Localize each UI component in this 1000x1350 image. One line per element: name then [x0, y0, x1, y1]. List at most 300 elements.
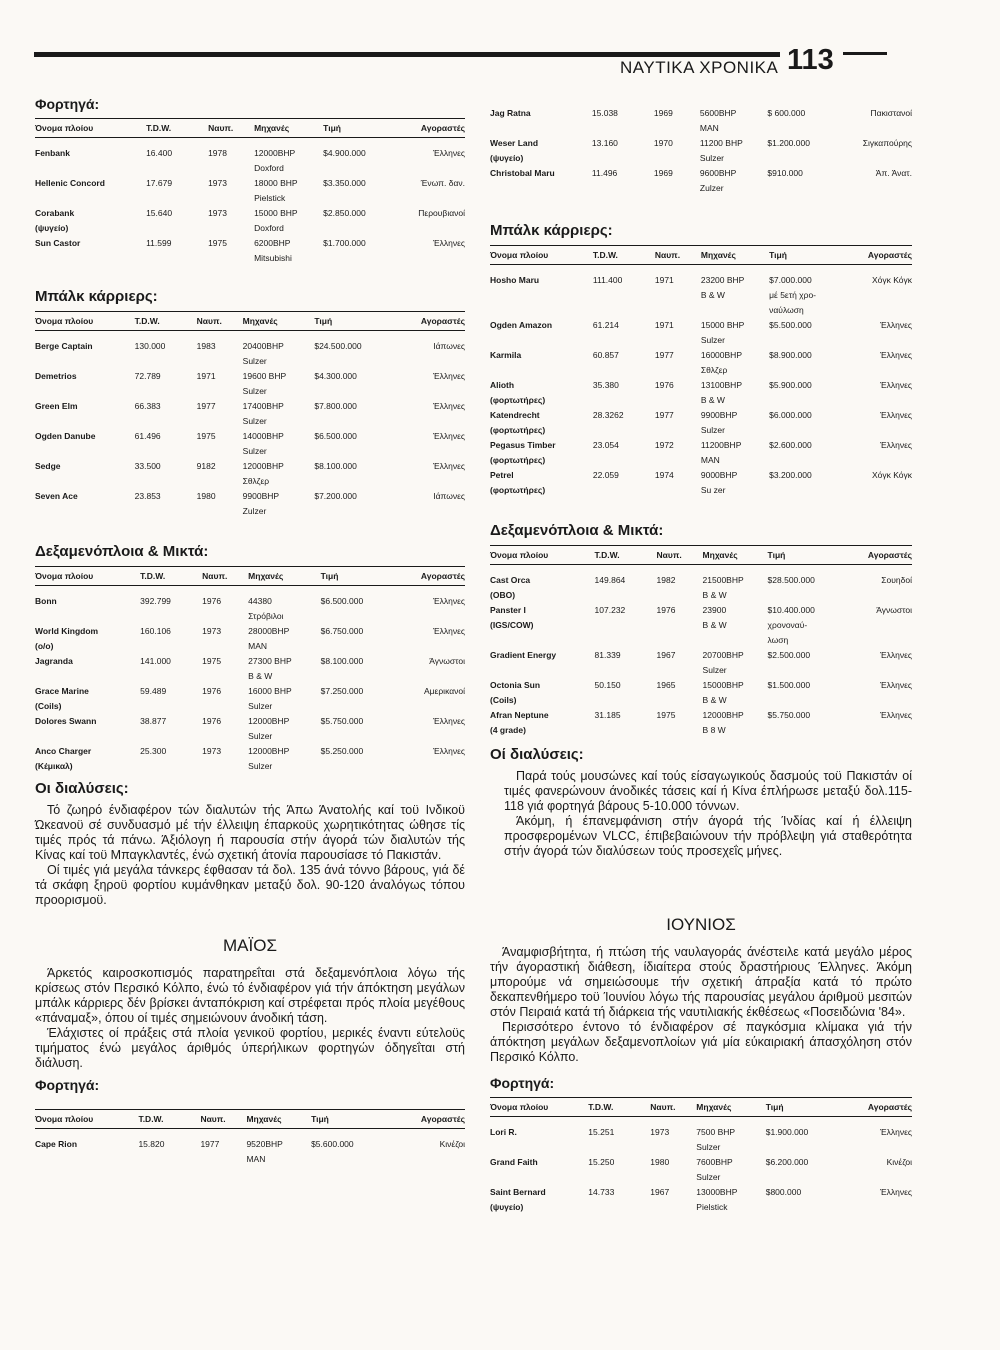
table-row	[490, 166, 912, 196]
tdw-cell: 61.214	[592, 320, 619, 330]
ship-name: Grand Faith	[490, 1157, 538, 1167]
price-cell	[766, 1185, 838, 1215]
tdw-cell: 15.038	[591, 108, 618, 118]
col-header-year: Ναυπ.	[200, 1110, 246, 1129]
buyer-cell: Χόγκ Κόγκ	[871, 275, 912, 285]
price-cell	[769, 348, 843, 378]
table-row	[490, 468, 912, 498]
engine-cell	[701, 265, 769, 319]
tdw-cell: 38.877	[140, 716, 167, 726]
ship-name-cell	[35, 206, 146, 236]
engine-maker: Sulzer	[696, 1142, 721, 1152]
right-column	[490, 98, 912, 1215]
cell-subtext: (Coils)	[35, 701, 62, 711]
cell-subtext: (ψυγείο)	[490, 153, 524, 163]
price-value: $4.900.000	[323, 148, 366, 158]
ship-name: Ogden Danube	[35, 431, 96, 441]
table-row	[35, 586, 465, 625]
tdw-cell: 392.799	[140, 596, 171, 606]
price-cell	[769, 408, 843, 438]
price-value: $2.850.000	[323, 208, 366, 218]
table-row	[490, 1155, 912, 1185]
price-value: $5.750.000	[320, 716, 364, 726]
table-row	[490, 408, 912, 438]
article-text	[490, 945, 912, 1065]
year-cell: 9182	[196, 461, 216, 471]
col-header-year: Ναυπ.	[208, 119, 254, 138]
ship-name-cell	[35, 369, 135, 399]
col-header-year: Ναυπ.	[650, 1098, 696, 1117]
buyer-cell: Σουηδοί	[881, 575, 912, 585]
table-header-row	[35, 1110, 465, 1129]
col-header-name: Όνομα πλοίου	[490, 546, 595, 565]
tdw-cell: 15.251	[588, 1127, 615, 1137]
ship-name-cell	[35, 459, 135, 489]
ship-name: Cape Rion	[35, 1139, 78, 1149]
price-value: $7.000.000	[769, 275, 812, 285]
ship-name-cell	[35, 489, 135, 519]
ship-name-cell	[35, 624, 140, 654]
buyer-cell: Έλληνες	[879, 1127, 912, 1137]
col-header-name: Όνομα πλοίου	[35, 567, 140, 586]
cell-subtext: (Κέμικαλ)	[35, 761, 73, 771]
price-cell	[321, 586, 392, 625]
buyer-cell: Ένωπ. δαν.	[420, 178, 465, 188]
price-value: $5.600.000	[311, 1139, 354, 1149]
col-header-tdw: T.D.W.	[135, 312, 197, 331]
engine-power: 15000BHP	[702, 680, 744, 690]
cell-subtext: (ψυγείο)	[35, 223, 69, 233]
cell-subtext: (IGS/COW)	[490, 620, 534, 630]
cell-subtext: (OBO)	[490, 590, 516, 600]
col-header-tdw: T.D.W.	[138, 1110, 200, 1129]
cell-subtext: (Coils)	[490, 695, 517, 705]
ship-name: Afran Neptune	[490, 710, 549, 720]
buyer-cell: Έλληνες	[879, 680, 912, 690]
ship-name: Gradient Energy	[490, 650, 557, 660]
table-row	[35, 744, 465, 774]
engine-maker: B 8 W	[702, 725, 726, 735]
engine-maker: Sulzer	[248, 761, 273, 771]
col-header-year: Ναυπ.	[197, 312, 243, 331]
ship-name: Dolores Swann	[35, 716, 97, 726]
price-value: $4.300.000	[314, 371, 357, 381]
col-header-buyer: Αγοραστές	[392, 312, 465, 331]
engine-power: 9600BHP	[699, 168, 737, 178]
tdw-cell: 22.059	[592, 470, 619, 480]
col-header-price: Τιμή	[311, 1110, 387, 1129]
ship-name: Sun Castor	[35, 238, 81, 248]
engine-cell	[248, 744, 320, 774]
year-cell: 1973	[208, 208, 227, 218]
price-cell	[323, 206, 391, 236]
tdw-cell: 33.500	[134, 461, 161, 471]
table-row	[490, 648, 912, 678]
col-header-buyer: Αγοραστές	[387, 1110, 465, 1129]
buyer-cell: Ιάπωνες	[433, 491, 465, 501]
engine-cell	[254, 176, 323, 206]
year-cell: 1975	[196, 431, 216, 441]
table-row	[490, 603, 912, 648]
tdw-cell: 23.054	[592, 440, 619, 450]
cell-subtext: χρονοναύ-	[767, 620, 808, 630]
engine-maker: Pielstick	[254, 193, 286, 203]
table-header-row	[490, 1098, 912, 1117]
buyer-cell: Έλληνες	[879, 440, 912, 450]
tdw-cell: 15.250	[588, 1157, 615, 1167]
ship-name-cell	[490, 136, 592, 166]
year-cell: 1971	[654, 320, 674, 330]
col-header-buyer: Αγοραστές	[392, 567, 465, 586]
ship-name-cell	[490, 678, 595, 708]
engine-cell	[246, 1129, 311, 1168]
col-header-engine: Μηχανές	[703, 546, 768, 565]
engine-maker: Doxford	[254, 223, 284, 233]
article-text	[35, 803, 465, 908]
ship-name: Jag Ratna	[490, 108, 531, 118]
price-value: $5.500.000	[769, 320, 812, 330]
engine-maker: Σθλζερ	[700, 365, 728, 375]
tdw-cell: 35.380	[592, 380, 619, 390]
col-header-engine: Μηχανές	[254, 119, 323, 138]
table-row	[35, 429, 465, 459]
price-value: $8.100.000	[320, 656, 364, 666]
table-row	[35, 331, 465, 370]
table-row	[490, 378, 912, 408]
engine-power: 12000BHP	[248, 746, 290, 756]
year-cell: 1976	[654, 380, 674, 390]
col-header-tdw: T.D.W.	[595, 546, 657, 565]
engine-power: 15000 BHP	[254, 208, 298, 218]
price-cell	[768, 565, 843, 604]
ship-name-cell	[490, 468, 593, 498]
col-header-engine: Μηχανές	[701, 246, 769, 265]
engine-cell	[703, 603, 768, 648]
paragraph: Άρκετός καιροσκοπισμός παρατηρεΐται στά δεξαμενόπλοια λόγω τής κρίσεως στόν Περσικό Κόλπο, ένώ τό ένδιαφέρον γιά τήν άπόκτηση μεγάλων μπάλκ κάρριερς δέν βρίσκει άνταπόκριση καί στρέφεται πρός πλοία μεγέθους «πάναμαξ», όπου οί τιμές σημειώνουν άνοδική τάση.	[35, 966, 465, 1025]
engine-maker: Sulzer	[702, 665, 727, 675]
year-cell: 1976	[656, 605, 676, 615]
ship-name: Corabank	[35, 208, 75, 218]
engine-maker: Sulzer	[700, 335, 725, 345]
year-cell: 1973	[650, 1127, 670, 1137]
col-header-name: Όνομα πλοίου	[490, 1098, 588, 1117]
table-row	[490, 438, 912, 468]
ship-name-cell	[490, 378, 593, 408]
table-row	[35, 1129, 465, 1168]
price-cell	[768, 648, 843, 678]
buyer-cell: Αμερικανοί	[423, 686, 465, 696]
tdw-cell: 11.496	[591, 168, 618, 178]
ship-name-cell	[490, 1185, 588, 1215]
price-cell	[769, 438, 843, 468]
year-cell: 1975	[208, 238, 227, 248]
cell-subtext: (φορτωτήρες)	[490, 455, 546, 465]
engine-maker: B & W	[702, 620, 727, 630]
col-header-price: Τιμή	[321, 567, 392, 586]
engine-cell	[701, 408, 769, 438]
paragraph: Άκόμη, ή έπανεμφάνιση στήν άγορά τής Ίνδίας καί ή έλλειψη προσφερομένων VLCC, έπιβεβαιώνουν τήν πρόβλεψη γιά σταθερότητα στήν άγορά τών διαλύσεων τούς προσεχεΐς μήνες.	[504, 814, 912, 858]
price-cell	[321, 684, 392, 714]
engine-power: 12000BHP	[702, 710, 744, 720]
buyer-cell: Έλληνες	[432, 431, 465, 441]
cell-subtext: μέ 5ετή χρο-	[769, 290, 817, 300]
price-value: $8.100.000	[314, 461, 357, 471]
tdw-cell: 13.160	[591, 138, 618, 148]
buyer-cell: Άγνωστοι	[429, 656, 465, 666]
engine-power: 15000 BHP	[700, 320, 745, 330]
tdw-cell: 15.820	[138, 1139, 165, 1149]
engine-maker: Sulzer	[242, 356, 267, 366]
tdw-cell: 17.679	[146, 178, 173, 188]
table-header-row	[490, 246, 912, 265]
col-header-price: Τιμή	[314, 312, 392, 331]
engine-cell	[703, 708, 768, 738]
engine-power: 23200 BHP	[700, 275, 745, 285]
engine-cell	[243, 459, 315, 489]
year-cell: 1972	[654, 440, 674, 450]
ship-name: Demetrios	[35, 371, 77, 381]
ship-name-cell	[35, 138, 146, 177]
price-value: $6.500.000	[320, 596, 364, 606]
ship-name-cell	[490, 348, 593, 378]
engine-cell	[701, 438, 769, 468]
table-header-row	[35, 119, 465, 138]
col-header-year: Ναυπ.	[202, 567, 248, 586]
price-cell	[769, 468, 843, 498]
magazine-title: ΝΑΥΤΙΚΑ ΧΡΟΝΙΚΑ	[620, 58, 779, 77]
price-value: $6.500.000	[314, 431, 357, 441]
price-cell	[311, 1129, 387, 1168]
ship-name: Anco Charger	[35, 746, 92, 756]
buyer-cell: Έλληνες	[879, 320, 912, 330]
engine-maker: B & W	[248, 671, 273, 681]
price-cell	[321, 624, 392, 654]
engine-power: 12000BHP	[248, 716, 290, 726]
section-title: Μπάλκ κάρριερς:	[35, 288, 158, 305]
engine-power: 27300 BHP	[248, 656, 292, 666]
engine-power: 5600BHP	[699, 108, 737, 118]
table-row	[490, 98, 912, 136]
ship-name-cell	[490, 318, 593, 348]
table-header-row	[35, 567, 465, 586]
price-cell	[766, 1155, 838, 1185]
engine-cell	[703, 565, 768, 604]
ship-name-cell	[490, 708, 595, 738]
buyer-cell: Κινέζοι	[439, 1139, 465, 1149]
cell-subtext: λωση	[767, 635, 789, 645]
section-title: Δεξαμενόπλοια & Μικτά:	[35, 543, 209, 560]
ship-name-cell	[35, 429, 135, 459]
engine-power: 23900	[702, 605, 727, 615]
engine-power: 12000BHP	[242, 461, 284, 471]
engine-maker: B & W	[702, 590, 727, 600]
engine-power: 16000 BHP	[248, 686, 292, 696]
price-value: $7.200.000	[314, 491, 357, 501]
buyer-cell: Έλληνες	[432, 626, 465, 636]
engine-cell	[243, 399, 315, 429]
table-header-row	[490, 546, 912, 565]
col-header-engine: Μηχανές	[246, 1110, 311, 1129]
year-cell: 1965	[656, 680, 676, 690]
buyer-cell: Σιγκαπούρης	[862, 138, 912, 148]
price-cell	[767, 166, 834, 196]
ship-name-cell	[35, 744, 140, 774]
engine-cell	[248, 624, 320, 654]
buyer-cell: Έλληνες	[879, 350, 912, 360]
price-cell	[767, 98, 834, 136]
year-cell: 1969	[653, 108, 673, 118]
ship-name-cell	[490, 603, 595, 648]
engine-maker: Sulzer	[242, 416, 267, 426]
tdw-cell: 59.489	[140, 686, 167, 696]
tdw-cell: 66.383	[134, 401, 161, 411]
engine-maker: MAN	[246, 1154, 266, 1164]
price-cell	[766, 1117, 838, 1156]
buyer-cell: Έλληνες	[432, 371, 465, 381]
year-cell: 1971	[654, 275, 674, 285]
engine-maker: MAN	[700, 455, 720, 465]
engine-cell	[248, 714, 320, 744]
engine-power: 9900BHP	[242, 491, 280, 501]
year-cell: 1980	[196, 491, 216, 501]
engine-maker: Sulzer	[699, 153, 724, 163]
ship-name: Berge Captain	[35, 341, 93, 351]
engine-cell	[248, 586, 320, 625]
year-cell: 1978	[208, 148, 227, 158]
ship-name: Hellenic Concord	[35, 178, 105, 188]
engine-power: 20700BHP	[702, 650, 744, 660]
col-header-year: Ναυπ.	[657, 546, 703, 565]
price-cell	[768, 678, 843, 708]
ship-name-cell	[490, 166, 592, 196]
price-value: $1.200.000	[767, 138, 810, 148]
col-header-price: Τιμή	[769, 246, 843, 265]
engine-power: 9520BHP	[246, 1139, 283, 1149]
buyer-cell: Περουβιανοί	[418, 208, 465, 218]
table-row	[35, 684, 465, 714]
ship-name-cell	[490, 265, 593, 319]
ship-name: Petrel	[490, 470, 514, 480]
cell-subtext: ναύλωση	[769, 305, 804, 315]
table-row	[490, 136, 912, 166]
table-row	[35, 489, 465, 519]
engine-power: 7600BHP	[696, 1157, 733, 1167]
col-header-tdw: T.D.W.	[146, 119, 208, 138]
price-value: $5.900.000	[769, 380, 812, 390]
engine-cell	[701, 378, 769, 408]
price-cell	[323, 176, 391, 206]
engine-power: 44380	[248, 596, 272, 606]
price-cell	[769, 378, 843, 408]
engine-power: 7500 BHP	[696, 1127, 736, 1137]
ship-name-cell	[35, 236, 146, 266]
col-header-name: Όνομα πλοίου	[490, 246, 593, 265]
price-value: $7.250.000	[320, 686, 364, 696]
table-row	[35, 654, 465, 684]
engine-power: 17400BHP	[242, 401, 284, 411]
engine-maker: Σθλζερ	[242, 476, 270, 486]
tdw-cell: 130.000	[134, 341, 166, 351]
engine-cell	[700, 166, 768, 196]
year-cell: 1975	[202, 656, 222, 666]
col-header-price: Τιμή	[323, 119, 391, 138]
ship-name: Octonia Sun	[490, 680, 541, 690]
ship-table	[490, 1097, 912, 1215]
engine-cell	[703, 648, 768, 678]
ship-name-cell	[490, 1117, 588, 1156]
buyer-cell: Έλληνες	[432, 596, 465, 606]
tdw-cell: 107.232	[594, 605, 626, 615]
price-value: $ 600.000	[767, 108, 806, 118]
year-cell: 1970	[653, 138, 673, 148]
engine-power: 14000BHP	[242, 431, 284, 441]
engine-maker: Sulzer	[242, 386, 267, 396]
engine-power: 11200BHP	[700, 440, 742, 450]
month-heading: ΙΟΥΝΙΟΣ	[666, 915, 736, 934]
ship-name: Christobal Maru	[490, 168, 555, 178]
price-cell	[314, 489, 392, 519]
price-cell	[321, 654, 392, 684]
year-cell: 1976	[202, 686, 222, 696]
engine-power: 18000 BHP	[254, 178, 298, 188]
engine-power: 6200BHP	[254, 238, 291, 248]
ship-name: World Kingdom	[35, 626, 99, 636]
price-value: $1.700.000	[323, 238, 366, 248]
col-header-price: Τιμή	[768, 546, 843, 565]
buyer-cell: Κινέζοι	[886, 1157, 912, 1167]
paragraph: Οί τιμές γιά μεγάλα τάνκερς έφθασαν τά δολ. 135 άνά τόννο βάρους, γιά δέ τά σκάφη ξηροϋ φορτίου κυμάνθηκαν μεταξύ δολ. 90-120 άναλόγως τόπου προορισμοϋ.	[35, 863, 465, 907]
engine-maker: Sulzer	[242, 446, 267, 456]
ship-name: Lori R.	[490, 1127, 517, 1137]
ship-name: Bonn	[35, 596, 57, 606]
ship-table	[35, 311, 465, 519]
engine-maker: B & W	[702, 695, 727, 705]
col-header-engine: Μηχανές	[248, 567, 320, 586]
price-value: $910.000	[767, 168, 803, 178]
ship-table	[35, 566, 465, 774]
section-title: Δεξαμενόπλοια & Μικτά:	[490, 522, 664, 539]
buyer-cell: Άγνωστοι	[876, 605, 912, 615]
engine-maker: B & W	[700, 395, 725, 405]
price-value: $1.900.000	[765, 1127, 809, 1137]
engine-power: 9900BHP	[700, 410, 738, 420]
price-value: $2.500.000	[767, 650, 811, 660]
price-value: $28.500.000	[767, 575, 815, 585]
table-row	[490, 348, 912, 378]
engine-maker: Doxford	[254, 163, 284, 173]
ship-name: Ogden Amazon	[490, 320, 553, 330]
engine-maker: Su zer	[700, 485, 726, 495]
price-value: $3.350.000	[323, 178, 366, 188]
engine-maker: Στρόβιλοι	[248, 611, 284, 621]
col-header-price: Τιμή	[766, 1098, 838, 1117]
buyer-cell: Ιάπωνες	[433, 341, 465, 351]
year-cell: 1969	[653, 168, 673, 178]
buyer-cell: Έλληνες	[432, 746, 465, 756]
buyer-cell: Πακιστανοί	[870, 108, 912, 118]
ship-name-cell	[490, 438, 593, 468]
engine-cell	[703, 678, 768, 708]
year-cell: 1975	[656, 710, 676, 720]
ship-name-cell	[35, 654, 140, 684]
engine-cell	[701, 468, 769, 498]
engine-cell	[701, 318, 769, 348]
buyer-cell: Άπ. Άνατ.	[875, 168, 912, 178]
col-header-buyer: Αγοραστές	[842, 546, 912, 565]
col-header-engine: Μηχανές	[243, 312, 315, 331]
price-cell	[323, 236, 391, 266]
ship-table	[490, 545, 912, 738]
